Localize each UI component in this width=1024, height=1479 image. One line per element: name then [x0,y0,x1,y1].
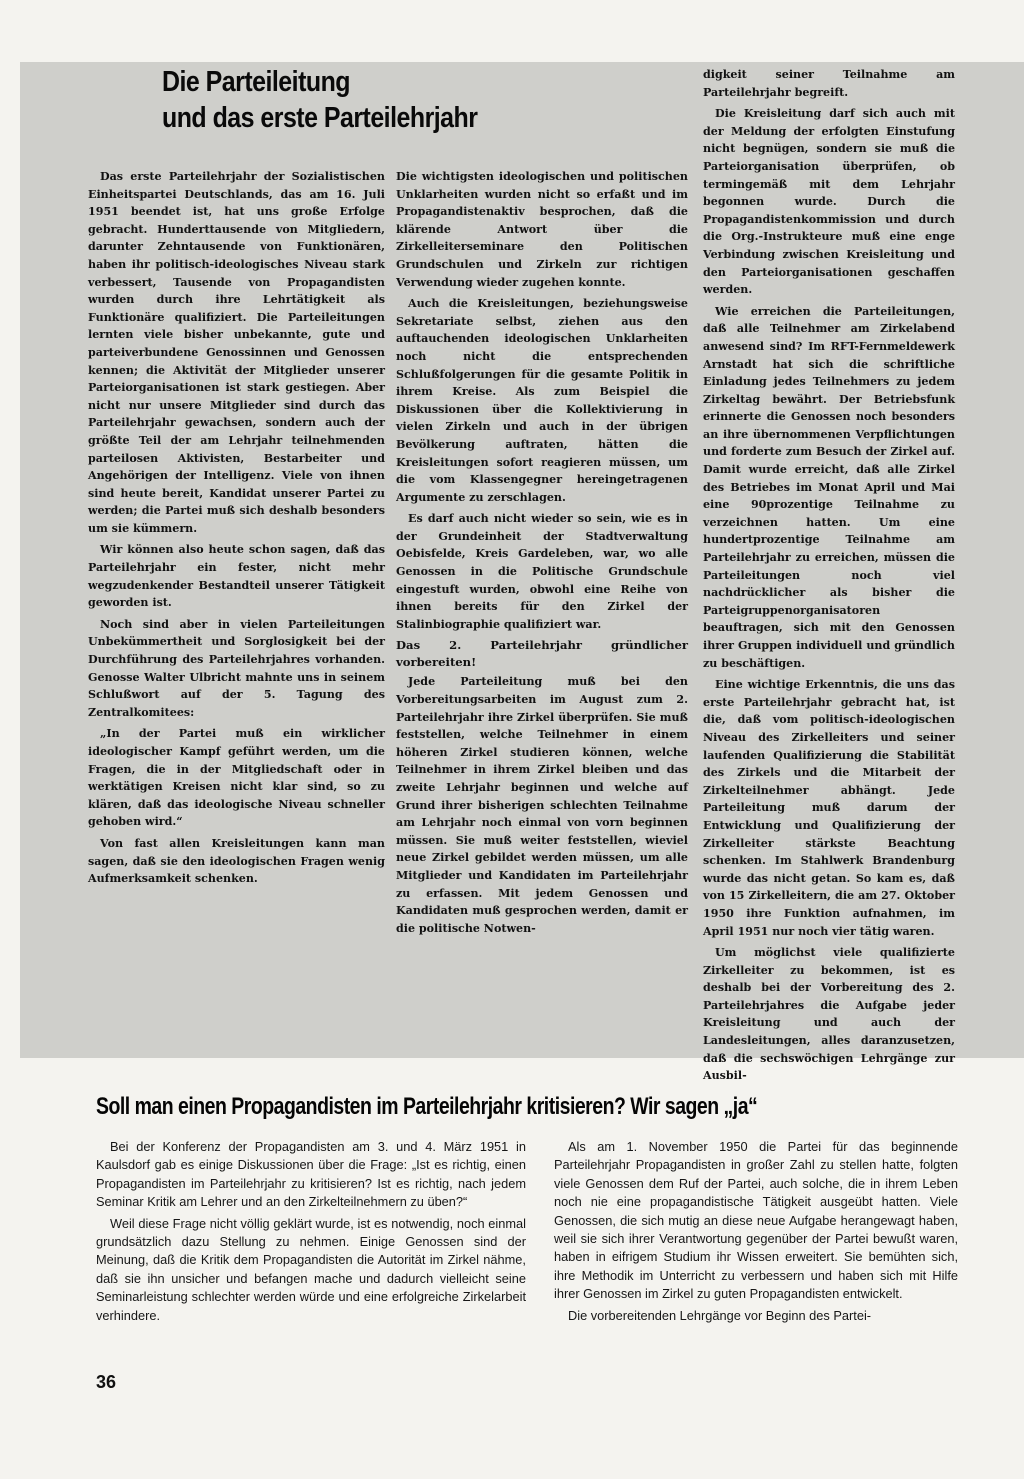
article2-column-right [554,1138,958,1328]
title-line-1: Die Parteileitung [162,66,351,98]
paragraph: digkeit seiner Teilnahme am Parteilehrjahr begreift. [703,68,955,99]
paragraph: Um möglichst viele qualifizierte Zirkelleiter zu bekommen, ist es deshalb bei der Vorbereitung des 2. Parteilehrjahres die Aufgabe jeder Kreisleitung und auch der Landesleitungen, alles daranzusetzen, daß die sechswöchigen Lehrgänge zur Ausbil- [703,946,955,1083]
paragraph: Wir können also heute schon sagen, daß das Parteilehrjahr ein fester, nicht mehr wegzudenkender Bestandteil unserer Tätigkeit geworden ist. [88,543,385,610]
article-title [162,64,477,136]
paragraph: Auch die Kreisleitungen, beziehungsweise Sekretariate selbst, ziehen aus den auftauchenden ideologischen Unklarheiten noch nicht die entsprechenden Schlußfolgerungen für die gesamte Politik in ihrem Kreise. Als zum Beispiel die Diskussionen über die Kollektivierung in vielen Zirkeln und auch in der übrigen Bevölkerung auftraten, hätten die Kreisleitungen sofort reagieren müssen, um die vom Klassengegner hereingetragenen Argumente zu zerschlagen. [396,297,688,504]
paragraph: Jede Parteileitung muß bei den Vorbereitungsarbeiten im August zum 2. Parteilehrjahr ihre Zirkel überprüfen. Sie muß feststellen, welche Teilnehmer in einem höheren Zirkel studieren können, welche Teilnehmer in ihrem Zirkel bleiben und das zweite Lehrjahr beginnen und welche auf Grund ihrer bisherigen schlechten Teilnahme am Lehrjahr noch einmal von vorn beginnen müssen. Sie muß weiter feststellen, wieviel neue Zirkel gebildet werden müssen, um alle Mitglieder und Kandidaten im Parteilehrjahr zu erfassen. Mit jedem Genossen und Kandidaten muß gesprochen werden, damit er die politische Notwen- [396,675,688,935]
article1-column-1 [88,168,385,892]
title-line-2: und das erste Parteilehrjahr [162,102,478,134]
paragraph: Von fast allen Kreisleitungen kann man sagen, daß sie den ideologischen Fragen wenig Aufmerksamkeit schenken. [88,836,385,886]
article1-column-3 [703,66,955,1089]
paragraph: Die Kreisleitung darf sich auch mit der Meldung der erfolgten Einstufung nicht begnügen, sondern sie muß die Parteiorganisation überprüfen, ob termingemäß mit dem Lehrjahr begonnen wurde. Durch die Propagandistenkommission und durch die Org.-Instrukteure muß eine enge Verbindung zwischen Kreisleitung und den Parteiorganisationen geschaffen werden. [703,107,955,297]
paragraph: Eine wichtige Erkenntnis, die uns das erste Parteilehrjahr gebracht hat, ist die, daß vom politisch-ideologischen Niveau des Zirkelleiters und seiner laufenden Qualifizierung die Stabilität des Zirkels und die Mitarbeit der Zirkelteilnehmer abhängt. Jede Parteileitung muß darum der Entwicklung und Qualifizierung der Zirkelleiter stärkste Beachtung schenken. Im Stahlwerk Brandenburg wurde das nicht getan. So kam es, daß von 15 Zirkelleitern, die am 27. Oktober 1950 ihre Funktion aufnahmen, im April 1951 nur noch vier tätig waren. [703,678,955,938]
section-heading: Das 2. Parteilehrjahr gründlicher vorbereiten! [396,638,688,670]
page-number: 36 [96,1372,117,1392]
article2-column-left [96,1138,526,1328]
paragraph: Das erste Parteilehrjahr der Sozialistischen Einheitspartei Deutschlands, das am 16. Juli 1951 beendet ist, hat uns große Erfolge gebracht. Hunderttausende von Mitgliedern, darunter Zehntausende von Funktionären, haben ihr politisch-ideologisches Niveau stark verbessert, Tausende von Propagandisten wurden durch ihre Lehrtätigkeit als Funktionäre qualifiziert. Die Parteileitungen lernten viele bisher unbekannte, gute und parteiverbundene Genossinnen und Genossen kennen; die Aktivität der Mitglieder unserer Parteiorganisationen ist stark gestiegen. Aber nicht nur unsere Mitglieder sind durch das Parteilehrjahr gewachsen, sondern auch der größte Teil der am Lehrjahr teilnehmenden parteilosen Aktivisten, Bestarbeiter und Angehörigen der Intelligenz. Viele von ihnen sind heute bereit, Kandidat unserer Partei zu werden; die Partei muß sich deshalb besonders um sie kümmern. [88,170,385,535]
paragraph: Bei der Konferenz der Propagandisten am 3. und 4. März 1951 in Kaulsdorf gab es einige Diskussionen über die Frage: „Ist es richtig, einen Propagandisten im Parteilehrjahr zu kritisieren? Ist es richtig, nach jedem Seminar Kritik am Lehrer und an den Zirkelteilnehmern zu üben?“ [96,1139,526,1210]
article1-column-2 [396,168,688,941]
paragraph: Noch sind aber in vielen Parteileitungen Unbekümmertheit und Sorglosigkeit bei der Durchführung des Parteilehrjahres vorhanden. Genosse Walter Ulbricht mahnte uns in seinem Schlußwort auf der 5. Tagung des Zentralkomitees: [88,617,385,719]
paragraph: Die vorbereitenden Lehrgänge vor Beginn des Partei- [568,1307,872,1323]
quote: „In der Partei muß ein wirklicher ideologischer Kampf geführt werden, um die Fragen, die in der Mitgliedschaft oder in werktätigen Kreisen nicht klar sind, so zu klären, daß das ideologische Niveau schneller gehoben wird.“ [88,727,385,829]
article2-headline: Soll man einen Propagandisten im Parteilehrjahr kritisieren? Wir sagen „ja“ [96,1093,758,1120]
paragraph: Weil diese Frage nicht völlig geklärt wurde, ist es notwendig, noch einmal grundsätzlich dazu Stellung zu nehmen. Einige Genossen sind der Meinung, daß die Kritik dem Propagandisten die Autorität im Zirkel nähme, daß sie ihn unsicher und befangen mache und dadurch vielleicht seine Seminarleistung schlechter werden würde und eine erfolgreiche Zirkelarbeit verhindere. [96,1215,526,1323]
paragraph: Als am 1. November 1950 die Partei für das beginnende Parteilehrjahr Propagandisten in großer Zahl zu stellen hatte, folgten viele Genossen dem Ruf der Partei, auch solche, die in ihrem Leben noch nie eine propagandistische Tätigkeit ausgeübt hatten. Viele Genossen, die sich mutig an diese neue Aufgabe herangewagt haben, weil sie sich ihrer Verantwortung gegenüber der Partei bewußt waren, haben in eifrigem Studium ihr Wissen erweitert. Sie bemühten sich, ihre Methodik im Unterricht zu verbessern und haben sich mit Hilfe ihrer Genossen im Zirkel zu guten Propagandisten entwickelt. [554,1139,958,1302]
paragraph: Wie erreichen die Parteileitungen, daß alle Teilnehmer am Zirkelabend anwesend sind? Im RFT-Fernmeldewerk Arnstadt hat sich die schriftliche Einladung jedes Teilnehmers zu jedem Zirkeltag bewährt. Der Betriebsfunk erinnerte die Genossen noch besonders an ihre übernommenen Verpflichtungen und forderte zum Besuch der Zirkel auf. Damit wurde erreicht, daß alle Zirkel des Betriebes im Monat April und Mai eine 90prozentige Teilnahme zu verzeichnen hatten. Um eine hundertprozentige Teilnahme am Parteilehrjahr zu erreichen, müssen die Parteileitungen noch viel nachdrücklicher als bisher die Parteigruppenorganisatoren beauftragen, sich mit den Genossen ihrer Gruppen individuell und gründlich zu beschäftigen. [703,304,955,670]
paragraph: Die wichtigsten ideologischen und politischen Unklarheiten wurden nicht so erfaßt und im Propagandistenaktiv besprochen, daß die klärende Antwort über die Zirkelleiterseminare den Politischen Grundschulen und Zirkeln zur richtigen Verwendung wieder zugehen konnte. [396,170,688,289]
paragraph: Es darf auch nicht wieder so sein, wie es in der Grundeinheit der Stadtverwaltung Oebisfelde, Kreis Gardeleben, war, wo alle Genossen in die Politische Grundschule eingestuft wurden, obwohl eine Reihe von ihnen bereits für den Zirkel der Stalinbiographie qualifiziert war. [396,512,688,631]
